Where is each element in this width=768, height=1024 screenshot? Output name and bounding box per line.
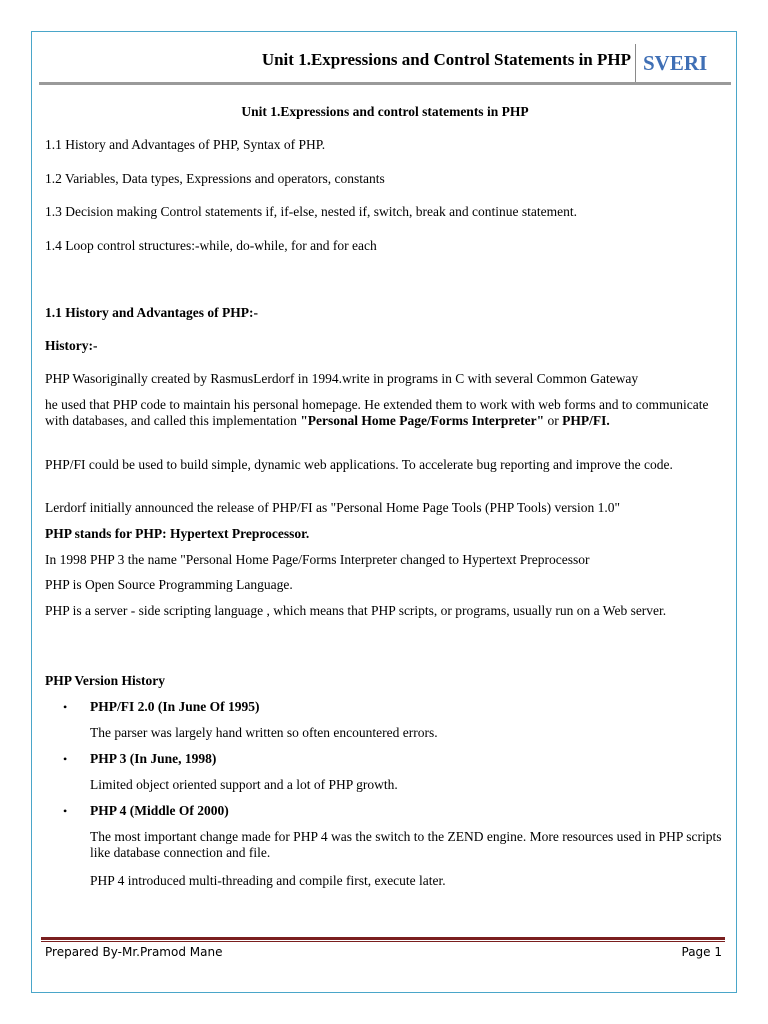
section-heading: 1.1 History and Advantages of PHP:- — [45, 305, 259, 320]
header-title: Unit 1.Expressions and Control Statements in PHP — [261, 50, 631, 69]
footer-page-number: Page 1 — [681, 945, 722, 959]
version-heading: PHP Version History — [45, 673, 166, 688]
history-paragraph: PHP is a server - side scripting language , which means that PHP scripts, or programs, usually run on a Web server. — [45, 603, 667, 618]
bullet-icon: • — [63, 752, 68, 766]
paragraph-text: or — [544, 413, 563, 428]
history-paragraph: In 1998 PHP 3 the name "Personal Home Page/Forms Interpreter changed to Hypertext Preprocessor — [45, 552, 590, 567]
toc-item: 1.3 Decision making Control statements if, if-else, nested if, switch, break and continue statement. — [45, 204, 577, 219]
history-paragraph — [45, 397, 725, 429]
bullet-icon: • — [63, 804, 68, 818]
header-rule — [39, 82, 731, 85]
history-paragraph: PHP is Open Source Programming Language. — [45, 577, 293, 592]
paragraph-bold-text: PHP/FI. — [562, 413, 610, 428]
header-brand: SVERI — [643, 51, 708, 75]
version-title: PHP 4 (Middle Of 2000) — [90, 803, 229, 818]
paragraph-text: he used that PHP code to maintain his personal homepage. He extended them to work with web forms and to communicate with databases, and called this implementation — [45, 397, 709, 428]
version-desc: The most important change made for PHP 4 was the switch to the ZEND engine. More resources used in PHP scripts like database connection and file. — [90, 829, 722, 860]
version-desc: The parser was largely hand written so often encountered errors. — [90, 725, 438, 740]
footer-rule — [41, 937, 725, 940]
footer-author: Prepared By-Mr.Pramod Mane — [45, 945, 223, 959]
history-paragraph: Lerdorf initially announced the release of PHP/FI as "Personal Home Page Tools (PHP Tools) version 1.0" — [45, 500, 621, 515]
history-heading: History:- — [45, 338, 98, 353]
version-title: PHP 3 (In June, 1998) — [90, 751, 217, 766]
toc-item: 1.1 History and Advantages of PHP, Syntax of PHP. — [45, 137, 326, 152]
version-title: PHP/FI 2.0 (In June Of 1995) — [90, 699, 260, 714]
version-desc: Limited object oriented support and a lot of PHP growth. — [90, 777, 398, 792]
doc-title: Unit 1.Expressions and control statements in PHP — [241, 104, 529, 119]
version-desc: PHP 4 introduced multi-threading and compile first, execute later. — [90, 873, 446, 888]
footer-rule-thin — [41, 941, 725, 942]
history-paragraph: PHP Wasoriginally created by RasmusLerdorf in 1994.write in programs in C with several Common Gateway — [45, 371, 639, 386]
header-divider — [635, 44, 636, 82]
history-paragraph: PHP stands for PHP: Hypertext Preprocessor. — [45, 526, 310, 541]
paragraph-bold-text: "Personal Home Page/Forms Interpreter" — [300, 413, 545, 428]
page-header — [39, 44, 731, 86]
history-paragraph: PHP/FI could be used to build simple, dynamic web applications. To accelerate bug reporting and improve the code. — [45, 457, 673, 472]
bullet-icon: • — [63, 700, 68, 714]
toc-item: 1.4 Loop control structures:-while, do-while, for and for each — [45, 238, 377, 253]
toc-item: 1.2 Variables, Data types, Expressions and operators, constants — [45, 171, 385, 186]
